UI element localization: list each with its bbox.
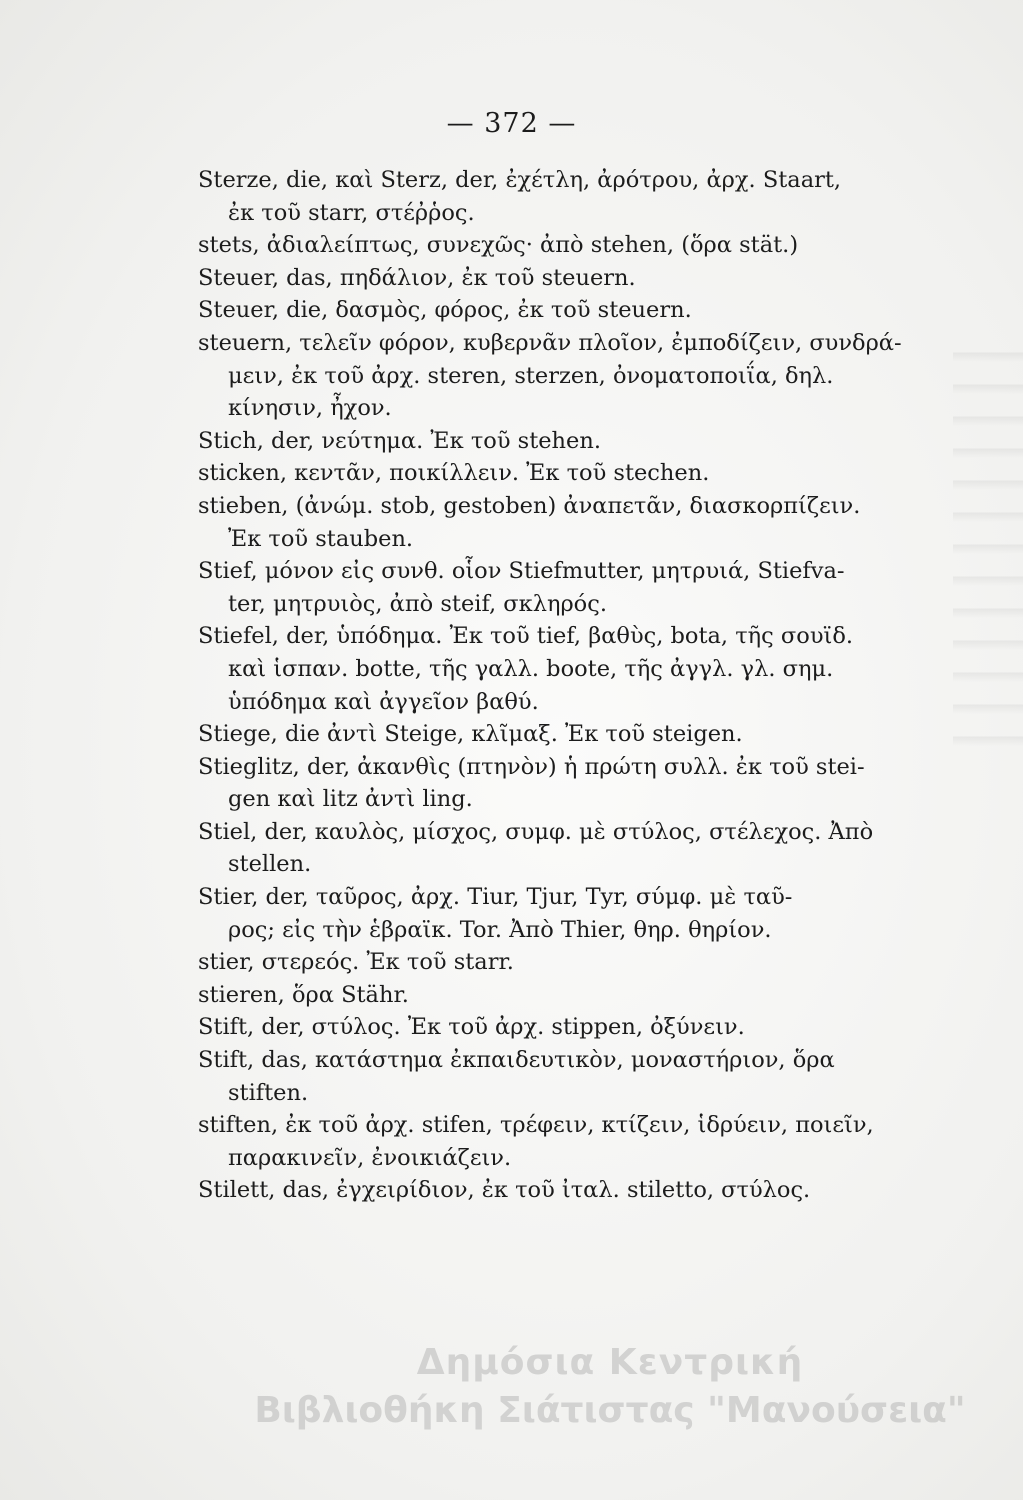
entry-line: Stieglitz, der, ἀκανθὶς (πτηνὸν) ἡ πρώτη συλλ. ἐκ τοῦ stei-	[198, 753, 865, 780]
entry-line: Stier, der, ταῦρος, ἀρχ. Tiur, Tjur, Tyr, σύμφ. μὲ ταῦ-	[198, 884, 793, 911]
entry-line: sticken, κεντᾶν, ποικίλλειν. Ἐκ τοῦ stechen.	[198, 460, 710, 487]
entry-line: καὶ ἱσπαν. botte, τῆς γαλλ. boote, τῆς ἀγγλ. γλ. σημ.	[228, 655, 834, 682]
entry-line: ὑπόδημα καὶ ἀγγεῖον βαθύ.	[228, 688, 539, 715]
library-watermark-line-1: Δημόσια Κεντρική	[416, 1342, 804, 1383]
entry-line: Ἐκ τοῦ stauben.	[228, 525, 414, 552]
dictionary-entries	[198, 164, 938, 1207]
entry-line: steuern, τελεῖν φόρον, κυβερνᾶν πλοῖον, ἐμποδίζειν, συνδρά-	[198, 329, 902, 356]
entry-line: stieben, (ἀνώμ. stob, gestoben) ἀναπετᾶν, διασκορπίζειν.	[198, 492, 861, 519]
entry-line: Stiefel, der, ὑπόδημα. Ἐκ τοῦ tief, βαθὺς, bota, τῆς σουϊδ.	[198, 623, 854, 650]
entry-line: Steuer, die, δασμὸς, φόρος, ἐκ τοῦ steuern.	[198, 297, 692, 324]
entry-line: stieren, ὅρα Stähr.	[198, 981, 409, 1008]
entry-line: ρος; εἰς τὴν ἑβραϊκ. Tor. Ἀπὸ Thier, θηρ. θηρίον.	[228, 916, 772, 943]
entry-line: ἐκ τοῦ starr, στέῤῥος.	[228, 199, 475, 226]
entry-line: stiften.	[228, 1079, 309, 1106]
entry-line: Stief, μόνον εἰς συνθ. οἷον Stiefmutter, μητρυιά, Stiefva-	[198, 558, 845, 585]
entry-line: Stift, das, κατάστημα ἐκπαιδευτικὸν, μοναστήριον, ὅρα	[198, 1047, 835, 1074]
library-watermark-line-2: Βιβλιοθήκη Σιάτιστας "Μανούσεια"	[254, 1390, 966, 1431]
entry-line: κίνησιν, ἦχον.	[228, 395, 392, 422]
entry-line: stellen.	[228, 851, 312, 878]
entry-line: gen καὶ litz ἀντὶ ling.	[228, 786, 473, 813]
entry-line: Stilett, das, ἐγχειρίδιον, ἐκ τοῦ ἰταλ. stiletto, στύλος.	[198, 1177, 811, 1204]
entry-line: μειν, ἐκ τοῦ ἀρχ. steren, sterzen, ὀνοματοποιΐα, δηλ.	[228, 362, 834, 389]
entry-line: Sterze, die, καὶ Sterz, der, ἐχέτλη, ἀρότρου, ἀρχ. Staart,	[198, 167, 842, 193]
entry-line: stier, στερεός. Ἐκ τοῦ starr.	[198, 949, 514, 976]
entry-line: Stiel, der, καυλὸς, μίσχος, συμφ. μὲ στύλος, στέλεχος. Ἀπὸ	[198, 818, 874, 845]
bleed-through-shadow	[953, 330, 1023, 750]
entry-line: stets, ἀδιαλείπτως, συνεχῶς· ἀπὸ stehen, (ὅρα stät.)	[198, 232, 799, 259]
entry-line: Steuer, das, πηδάλιον, ἐκ τοῦ steuern.	[198, 264, 636, 291]
entry-line: Stich, der, νεύτημα. Ἐκ τοῦ stehen.	[198, 427, 602, 454]
entry-line: stiften, ἐκ τοῦ ἀρχ. stifen, τρέφειν, κτίζειν, ἱδρύειν, ποιεῖν,	[198, 1112, 874, 1139]
entry-line: Stift, der, στύλος. Ἐκ τοῦ ἀρχ. stippen, ὀξύνειν.	[198, 1014, 745, 1041]
page-number: — 372 —	[446, 108, 577, 139]
entry-line: ter, μητρυιὸς, ἀπὸ steif, σκληρός.	[228, 590, 607, 617]
entry-line: παρακινεῖν, ἐνοικιάζειν.	[228, 1144, 512, 1171]
entry-line: Stiege, die ἀντὶ Steige, κλῖμαξ. Ἐκ τοῦ steigen.	[198, 721, 743, 748]
